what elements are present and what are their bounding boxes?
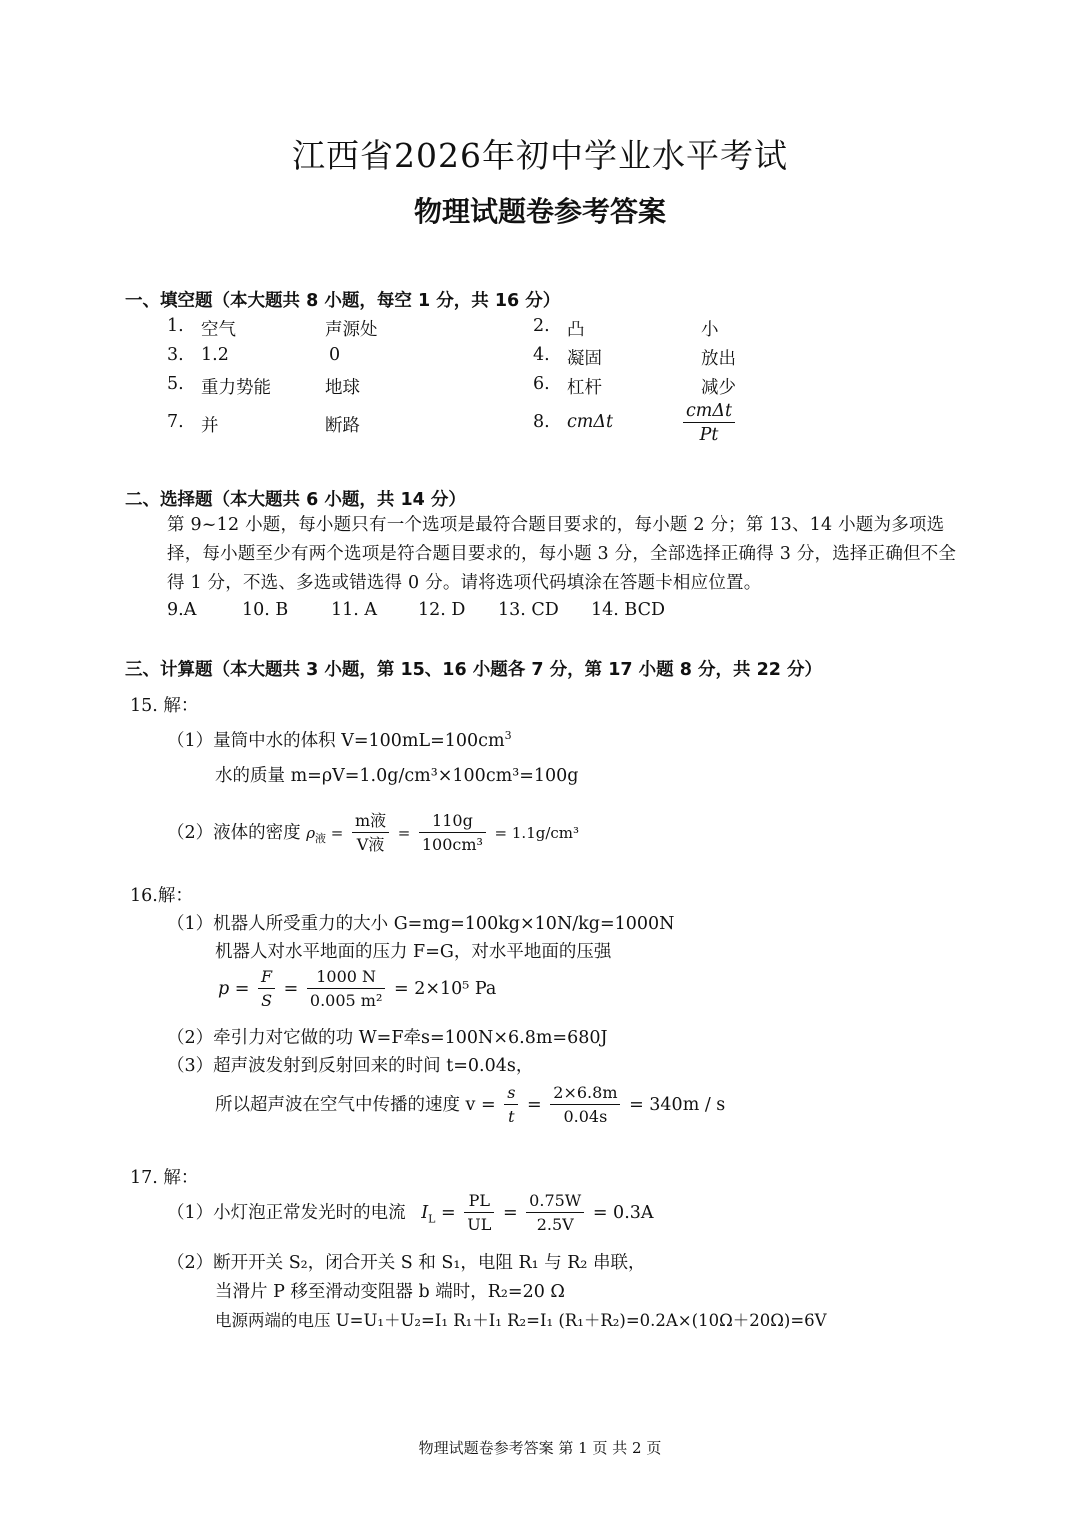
answer-blank-a: 并 <box>201 416 219 436</box>
q17-part2-line3: 电源两端的电压 U=U₁＋U₂=I₁ R₁＋I₁ R₂=I₁ (R₁＋R₂)=0.2A×(10Ω＋20Ω)=6V <box>215 1311 827 1330</box>
q17-label: 17. 解： <box>130 1168 199 1188</box>
q16-frac-den4: 0.04s <box>563 1107 608 1126</box>
q16-pressure-formula: p = $\frac{F}{S}$ = $\frac{1000 N}{\text{0.005 m²}}$ = 2×10⁵ Pa <box>218 966 496 1013</box>
answer-key-subtitle: 物理试题卷参考答案 <box>413 195 666 228</box>
answer-number: 5. <box>167 374 184 394</box>
answer-number: 8. <box>533 412 550 432</box>
answer-number: 3. <box>167 345 184 365</box>
answer-blank-a: 空气 <box>201 320 236 340</box>
q15-volume-formula: V=100mL=100cm <box>341 731 505 751</box>
choice-answer: 10. B <box>242 600 289 620</box>
section3-heading: 三、计算题（本大题共 3 小题，第 15、16 小题各 7 分，第 17 小题 8 分，共 22 分） <box>125 660 823 680</box>
choice-answer: 13. CD <box>498 600 559 620</box>
choice-answer: 9.A <box>167 600 197 620</box>
answer-blank-b: 断路 <box>325 416 360 436</box>
answer-blank-b: 放出 <box>701 349 736 369</box>
answer-blank-b: 减少 <box>701 378 736 398</box>
answer-blank-b: 小 <box>701 320 719 340</box>
answer-blank-a: 1.2 <box>201 345 229 365</box>
answer-blank-b: 0 <box>329 345 341 365</box>
q17-frac-den2: 2.5V <box>536 1215 574 1234</box>
q15-mass-line <box>215 762 579 787</box>
section1-heading: 一、填空题（本大题共 8 小题，每空 1 分，共 16 分） <box>125 291 561 311</box>
q16-frac-num1: F <box>258 966 275 989</box>
q15-frac-num2: 110g <box>419 810 486 833</box>
answer-blank-a: 重力势能 <box>201 378 271 398</box>
q16-frac-num4: 2×6.8m <box>550 1082 620 1105</box>
answer-number: 2. <box>533 316 550 336</box>
q16-part3-line1: （3）超声波发射到反射回来的时间 t=0.04s， <box>167 1056 534 1076</box>
q16-frac-den1: S <box>261 991 273 1010</box>
q16-frac-den3: t <box>508 1107 515 1126</box>
q15-part1: （1）量筒中水的体积 $V=100mL=100cm^3$ <box>167 729 512 751</box>
answer-blank-b: 声源处 <box>325 320 378 340</box>
q15-part2: （2）液体的密度 $\rho_液$ = $\frac{\text{m液}}{\text{V液}}$ = $\frac{110g}{\text{100cm³}}$ = 1.1g/cm³ <box>167 810 579 857</box>
q16-part1-line1: （1）机器人所受重力的大小 G=mg=100kg×10N/kg=1000N <box>167 914 675 934</box>
q15-label: 15. 解： <box>130 696 199 716</box>
answer-number: 7. <box>167 412 184 432</box>
answer-number: 4. <box>533 345 550 365</box>
q17-frac-num1: PL <box>464 1190 494 1213</box>
answer-number: 6. <box>533 374 550 394</box>
fraction-denominator: Pt <box>699 425 719 445</box>
q17-current-result: = 0.3A <box>592 1203 654 1223</box>
fraction-answer <box>680 400 738 447</box>
answer-blank-a: 凝固 <box>567 349 602 369</box>
q15-frac-den2: 100cm³ <box>421 835 483 854</box>
q17-frac-den1: UL <box>467 1215 492 1234</box>
q16-velocity-text: 所以超声波在空气中传播的速度 v = <box>215 1095 496 1115</box>
q15-density-result: = 1.1g/cm³ <box>494 824 580 842</box>
q17-part1: （1）小灯泡正常发光时的电流 $I_L$ = $\frac{PL}{UL}$ = $\frac{0.75W}{2.5V}$ = 0.3A <box>167 1190 654 1237</box>
q16-velocity-formula: 所以超声波在空气中传播的速度 v = $\frac{s}{t}$ = $\frac{2\times 6.8m}{0.04s}$ = 340m / s <box>215 1082 725 1129</box>
choice-answer: 14. BCD <box>591 600 665 620</box>
choice-answer: 11. A <box>331 600 378 620</box>
q16-label: 16.解： <box>130 886 193 906</box>
answer-number: 1. <box>167 316 184 336</box>
q17-current-text: （1）小灯泡正常发光时的电流 <box>167 1203 406 1223</box>
page-footer: 物理试题卷参考答案 第 1 页 共 2 页 <box>418 1439 662 1457</box>
q16-frac-num2: 1000 N <box>307 966 385 989</box>
section2-heading: 二、选择题（本大题共 6 小题，共 14 分） <box>125 490 466 510</box>
q16-frac-den2: 0.005 m² <box>309 991 383 1010</box>
choice-answer: 12. D <box>418 600 466 620</box>
answer-blank-a: cmΔt <box>567 412 614 432</box>
q17-part2-line2: 当滑片 P 移至滑动变阻器 b 端时，R₂=20 Ω <box>215 1282 565 1302</box>
q16-pressure-result: = 2×10⁵ Pa <box>393 979 497 999</box>
fraction-numerator: cmΔt <box>683 400 735 423</box>
exam-title: 江西省2026年初中学业水平考试 <box>292 136 788 175</box>
q16-velocity-result: = 340m / s <box>629 1095 726 1115</box>
answer-blank-a: 凸 <box>567 320 585 340</box>
answer-blank-a: 杠杆 <box>567 378 602 398</box>
q15-part1-text: （1）量筒中水的体积 <box>167 731 342 751</box>
q15-mass-text: 水的质量 <box>215 766 291 786</box>
q16-part1-line2: 机器人对水平地面的压力 F=G，对水平地面的压强 <box>215 942 612 962</box>
q17-part2-line1: （2）断开开关 S₂，闭合开关 S 和 S₁，电阻 R₁ 与 R₂ 串联， <box>167 1253 646 1273</box>
q17-frac-num2: 0.75W <box>526 1190 584 1213</box>
section2-instructions: 第 9~12 小题，每小题只有一个选项是最符合题目要求的，每小题 2 分；第 13、14 小题为多项选择，每小题至少有两个选项是符合题目要求的，每小题 3 分，全部选择正确得 3 分，选择正确但不全得 1 分，不选、多选或错选得 0 分。请将选项代码填涂在答题卡相应位置。 <box>167 515 957 593</box>
q16-frac-num3: s <box>504 1082 518 1105</box>
q15-frac-den1: V液 <box>356 835 385 854</box>
q15-mass-formula: m=ρV=1.0g/cm³×100cm³=100g <box>290 766 579 786</box>
answer-blank-b: 地球 <box>325 378 360 398</box>
q15-density-text: （2）液体的密度 <box>167 823 307 843</box>
q15-frac-num1: m液 <box>352 810 389 833</box>
q16-part2: （2）牵引力对它做的功 W=F牵s=100N×6.8m=680J <box>167 1028 608 1048</box>
